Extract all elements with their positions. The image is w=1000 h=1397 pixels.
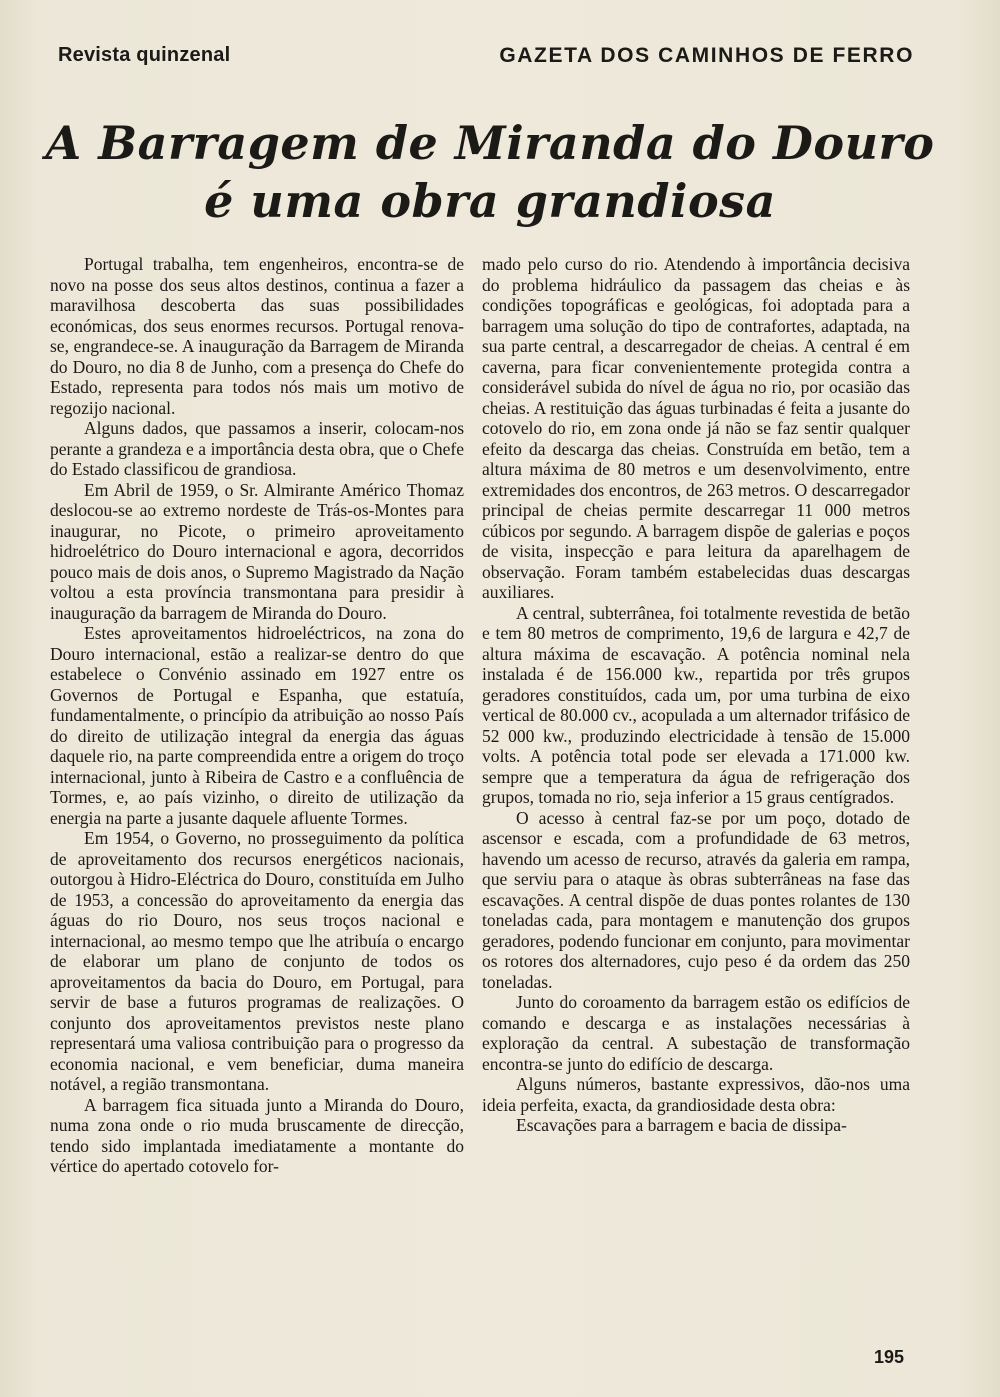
- left-column: [50, 254, 464, 1177]
- paragraph: Em Abril de 1959, o Sr. Almirante Américo Thomaz deslocou-se ao extremo nordeste de Trás-os-Montes para inaugurar, no Picote, o primeiro aproveitamento hidroelétrico do Douro internacional e agora, decorridos pouco mais de dois anos, o Supremo Magistrado da Nação voltou a esta província transmontana para presidir à inauguração da barragem de Miranda do Douro.: [50, 479, 464, 623]
- paragraph: Alguns números, bastante expressivos, dão-nos uma ideia perfeita, exacta, da grandiosidade desta obra:: [482, 1074, 910, 1115]
- article-title-line-2: é uma obra grandiosa: [204, 174, 776, 228]
- paragraph: A barragem fica situada junto a Miranda do Douro, numa zona onde o rio muda bruscamente de direcção, tendo sido implantada imediatamente a montante do vértice do apertado cotovelo for-: [50, 1094, 464, 1176]
- paragraph: Em 1954, o Governo, no prosseguimento da política de aproveitamento dos recursos energéticos nacionais, outorgou à Hidro-Eléctrica do Douro, constituída em Julho de 1953, a concessão do aproveitamento da energia das águas do rio Douro, nos seus troços nacional e internacional, ao mesmo tempo que lhe atribuía o encargo de elaborar um plano de conjunto de todos os aproveitamentos da bacia do Douro, em Portugal, para servir de base a futuros programas de realizações. O conjunto dos aproveitamentos previstos neste plano representará uma valiosa contribuição para o progresso da economia nacional, e vem beneficiar, duma maneira notável, a região transmontana.: [50, 828, 464, 1094]
- paragraph-continued: mado pelo curso do rio. Atendendo à importância decisiva do problema hidráulico da passagem das cheias e às condições topográficas e geológicas, foi adoptada para a barragem uma solução do tipo de contrafortes, adaptada, na sua parte central, a descarregador de cheias. A central é em caverna, para ficar convenientemente protegida contra a considerável subida do nível de água no rio, por ocasião das cheias. A restituição das águas turbinadas é feita a jusante do cotovelo do rio, em zona onde já não se faz sentir qualquer efeito da descarga das cheias. Construída em betão, tem a altura máxima de 80 metros e um desenvolvimento, entre extremidades dos encontros, de 263 metros. O descarregador principal de cheias permite descarregar 11 000 metros cúbicos por segundo. A barragem dispõe de galerias e poços de visita, inspecção e para leitura da aparelhagem de observação. Foram também estabelecidas duas descargas auxiliares.: [482, 254, 910, 602]
- paragraph: Estes aproveitamentos hidroeléctricos, na zona do Douro internacional, estão a realizar-se dentro do que estabelece o Convénio assinado em 1927 entre os Governos de Portugal e Espanha, que estatuía, fundamentalmente, o princípio da atribuição ao nosso País do direito de utilização integral da energia das águas daquele rio, na parte compreendida entre a origem do troço internacional, junto à Ribeira de Castro e a confluência de Tormes, e, ao país vizinho, o direito de utilização da energia na parte a jusante daquele afluente Tormes.: [50, 623, 464, 828]
- paragraph: Alguns dados, que passamos a inserir, colocam-nos perante a grandeza e a importância desta obra, que o Chefe do Estado classificou de grandiosa.: [50, 418, 464, 479]
- paragraph: A central, subterrânea, foi totalmente revestida de betão e tem 80 metros de comprimento, 19,6 de largura e 42,7 de altura máxima de escavação. A potência nominal nela instalada é de 156.000 kw., repartida por três grupos geradores constituídos, cada um, por uma turbina de eixo vertical de 80.000 cv., acopulada a um alternador trifásico de 52 000 kw., produzindo electricidade à tensão de 15.000 volts. A potência total pode ser elevada a 171.000 kw. sempre que a temperatura da água de refrigeração dos grupos, tomada no rio, seja inferior a 15 graus centígrados.: [482, 602, 910, 807]
- right-column: [482, 254, 910, 1136]
- article-title-line-1: A Barragem de Miranda do Douro: [45, 116, 935, 170]
- running-head: [58, 44, 914, 74]
- paragraph: Escavações para a barragem e bacia de dissipa-: [516, 1115, 847, 1135]
- paragraph: Junto do coroamento da barragem estão os edifícios de comando e descarga e as instalações necessárias à exploração da central. A subestação de transformação encontra-se junto do edifício de descarga.: [482, 992, 910, 1074]
- paragraph: O acesso à central faz-se por um poço, dotado de ascensor e escada, com a profundidade de 63 metros, havendo um acesso de recurso, através da galeria em rampa, que serviu para o ataque às obras subterrâneas na fase das escavações. A central dispõe de duas pontes rolantes de 130 toneladas cada, para montagem e manutenção dos grupos geradores, podendo funcionar em conjunto, para movimentar os rotores dos alternadores, cujo peso é da ordem das 250 toneladas.: [482, 807, 910, 992]
- publication-title: GAZETA DOS CAMINHOS DE FERRO: [499, 44, 914, 67]
- publication-frequency: Revista quinzenal: [58, 44, 231, 66]
- page-number: 195: [873, 1347, 904, 1367]
- article-title: [40, 114, 940, 230]
- paragraph: Portugal trabalha, tem engenheiros, encontra-se de novo na posse dos seus altos destinos, continua a fazer a maravilhosa descoberta das suas possibilidades económicas, dos seus enormes recursos. Portugal renova-se, engrandece-se. A inauguração da Barragem de Miranda do Douro, no dia 8 de Junho, com a presença do Chefe do Estado, representa para todos nós mais um motivo de regozijo nacional.: [50, 254, 464, 418]
